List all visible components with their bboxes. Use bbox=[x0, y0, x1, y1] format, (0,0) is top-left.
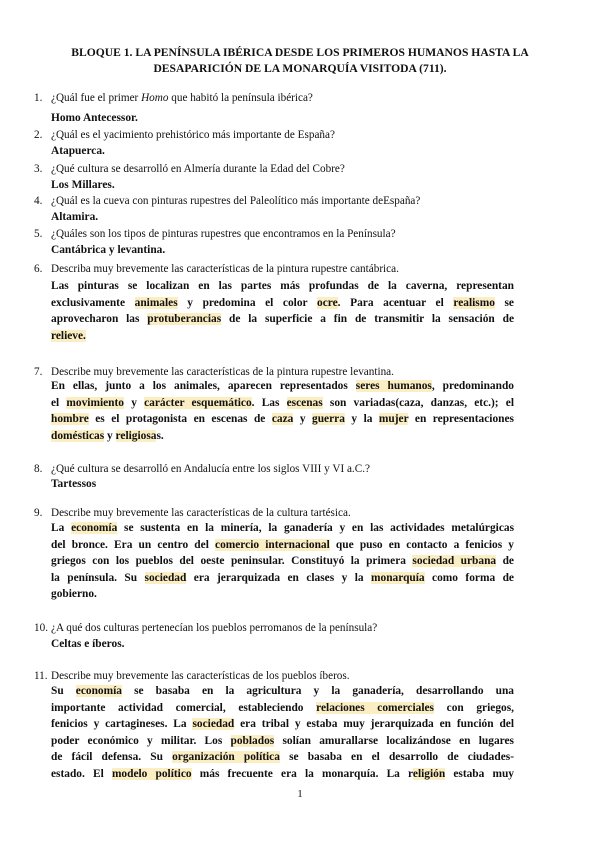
highlighted-term: sociedad urbana bbox=[412, 555, 497, 568]
question-number: 9. bbox=[34, 507, 43, 519]
question-number: 6. bbox=[34, 263, 43, 275]
highlighted-term: animales bbox=[134, 296, 178, 309]
answer-7 bbox=[51, 378, 514, 444]
answer-2: Atapuerca. bbox=[51, 145, 105, 157]
answer-line: estado. El modelo político más frecuente era la monarquía. La religión estaba muy bbox=[51, 767, 515, 780]
answer-6 bbox=[51, 278, 514, 344]
answer-line: hombre es el protagonista en escenas de caza y guerra y la mujer en representaciones bbox=[51, 413, 514, 426]
question-number: 11. bbox=[34, 670, 48, 682]
question-text: ¿Quáles son los tipos de pinturas rupestres que encontramos en la Península? bbox=[51, 228, 396, 240]
answer-line bbox=[51, 328, 514, 345]
highlighted-term: monarquía bbox=[371, 571, 425, 584]
highlighted-term: poblados bbox=[230, 734, 275, 747]
answer-line: Las pinturas se localizan en las partes más profundas de la caverna, representan bbox=[51, 280, 514, 292]
highlighted-term: protuberancias bbox=[147, 313, 222, 326]
answer-9 bbox=[51, 520, 514, 603]
highlighted-term: guerra bbox=[312, 413, 345, 426]
highlighted-term: hombre bbox=[51, 413, 89, 426]
highlighted-term: movimiento bbox=[66, 396, 124, 409]
question-number: 4. bbox=[34, 195, 43, 207]
question-number: 2. bbox=[34, 129, 43, 141]
highlighted-term: sociedad bbox=[144, 571, 187, 584]
highlighted-term: religiosa bbox=[115, 429, 157, 442]
highlighted-term: relaciones comerciales bbox=[316, 701, 434, 714]
highlighted-term: sociedad bbox=[192, 718, 235, 731]
answer-5: Cantábrica y levantina. bbox=[51, 244, 166, 256]
page-number: 1 bbox=[297, 788, 303, 800]
highlighted-term: carácter esquemático bbox=[144, 396, 252, 409]
highlighted-term: realismo bbox=[453, 296, 495, 309]
question-text: ¿Quál fue el primer Homo que habitó la península ibérica? bbox=[51, 92, 313, 104]
answer-line: el movimiento y carácter esquemático. Las escenas son variadas(caza, danzas, etc.); el bbox=[51, 396, 514, 409]
page-title bbox=[60, 45, 540, 77]
answer-line: exclusivamente animales y predomina el color ocre. Para acentuar el realismo se bbox=[51, 296, 514, 309]
highlighted-term: escenas bbox=[286, 396, 323, 409]
answer-line: griegos con los pueblos del oeste peninsular. Constituyó la primera sociedad urbana de bbox=[51, 555, 514, 568]
answer-line: del bronce. Era un centro del comercio internacional que puso en contacto a fenicios y bbox=[51, 538, 514, 551]
answer-line: poder económico y militar. Los poblados solían amurallarse localizándose en lugares bbox=[51, 734, 514, 747]
highlighted-term: relieve. bbox=[51, 329, 86, 342]
question-text: Describe muy brevemente las características de los pueblos íberos. bbox=[51, 670, 350, 682]
answer-line: aprovecharon las protuberancias de la superficie a fin de transmitir la sensación de bbox=[51, 313, 514, 326]
title-line-1: BLOQUE 1. LA PENÍNSULA IBÉRICA DESDE LOS PRIMEROS HUMANOS HASTA LA bbox=[71, 46, 529, 59]
question-number: 7. bbox=[34, 366, 43, 378]
question-text: Describe muy brevemente las características de la cultura tartésica. bbox=[51, 507, 351, 519]
question-text: ¿Quál es la cueva con pinturas rupestres del Paleolítico más importante deEspaña? bbox=[51, 195, 421, 207]
answer-8: Tartessos bbox=[51, 478, 97, 490]
highlighted-term: organización política bbox=[172, 751, 280, 764]
answer-4: Altamira. bbox=[51, 211, 99, 223]
title-line-2: DESAPARICIÓN DE LA MONARQUÍA VISITODA (711). bbox=[153, 62, 447, 75]
answer-line: Su economía se basaba en la agricultura y la ganadería, desarrollando una bbox=[51, 685, 514, 697]
highlighted-term: seres humanos bbox=[355, 380, 432, 392]
question-text: ¿Qué cultura se desarrolló en Almería durante la Edad del Cobre? bbox=[51, 163, 345, 175]
highlighted-term: economía bbox=[71, 522, 118, 534]
answer-11 bbox=[51, 683, 514, 783]
question-text: ¿Qué cultura se desarrolló en Andalucía entre los siglos VIII y VI a.C.? bbox=[51, 463, 370, 475]
question-emphasis: Homo bbox=[141, 92, 169, 104]
question-number: 5. bbox=[34, 228, 43, 240]
question-text: Describe muy brevemente las características de la pintura rupestre levantina. bbox=[51, 366, 394, 378]
question-text: ¿Quál es el yacimiento prehistórico más importante de España? bbox=[51, 129, 335, 141]
question-number: 1. bbox=[34, 92, 43, 104]
question-text: Describa muy brevemente las características de la pintura rupestre cantábrica. bbox=[51, 263, 399, 275]
question-number: 3. bbox=[34, 163, 43, 175]
answer-line: la península. Su sociedad era jerarquizada en clases y la monarquía como forma de bbox=[51, 571, 514, 584]
highlighted-term: economía bbox=[75, 685, 122, 697]
highlighted-term: eligión bbox=[412, 767, 446, 780]
question-text: ¿A qué dos culturas pertenecían los pueblos perromanos de la península? bbox=[51, 622, 378, 634]
highlighted-term: comercio internacional bbox=[215, 538, 330, 551]
answer-line: de fácil defensa. Su organización política se basaba en el desarrollo de ciudades- bbox=[51, 751, 514, 764]
answer-line: domésticas y religiosas. bbox=[51, 429, 164, 442]
answer-line: fenicios y cartagineses. La sociedad era tribal y estaba muy jerarquizada en función del bbox=[51, 718, 515, 731]
answer-1: Homo Antecessor. bbox=[51, 112, 138, 124]
answer-line: gobierno. bbox=[51, 588, 97, 601]
highlighted-term: mujer bbox=[378, 413, 409, 426]
question-number: 8. bbox=[34, 463, 43, 475]
answer-10: Celtas e íberos. bbox=[51, 638, 125, 650]
answer-3: Los Millares. bbox=[51, 179, 115, 191]
question-number: 10. bbox=[34, 622, 48, 634]
highlighted-term: caza bbox=[271, 413, 294, 426]
highlighted-term: ocre bbox=[317, 296, 338, 309]
highlighted-term: modelo político bbox=[111, 767, 192, 780]
answer-line: La economía se sustenta en la minería, la ganadería y en las actividades metalúrgicas bbox=[51, 522, 514, 534]
highlighted-term: domésticas bbox=[51, 429, 105, 442]
answer-line: En ellas, junto a los animales, aparecen representados seres humanos, predominando bbox=[51, 380, 514, 392]
answer-line: importante actividad comercial, estableciendo relaciones comerciales con griegos, bbox=[51, 701, 514, 714]
